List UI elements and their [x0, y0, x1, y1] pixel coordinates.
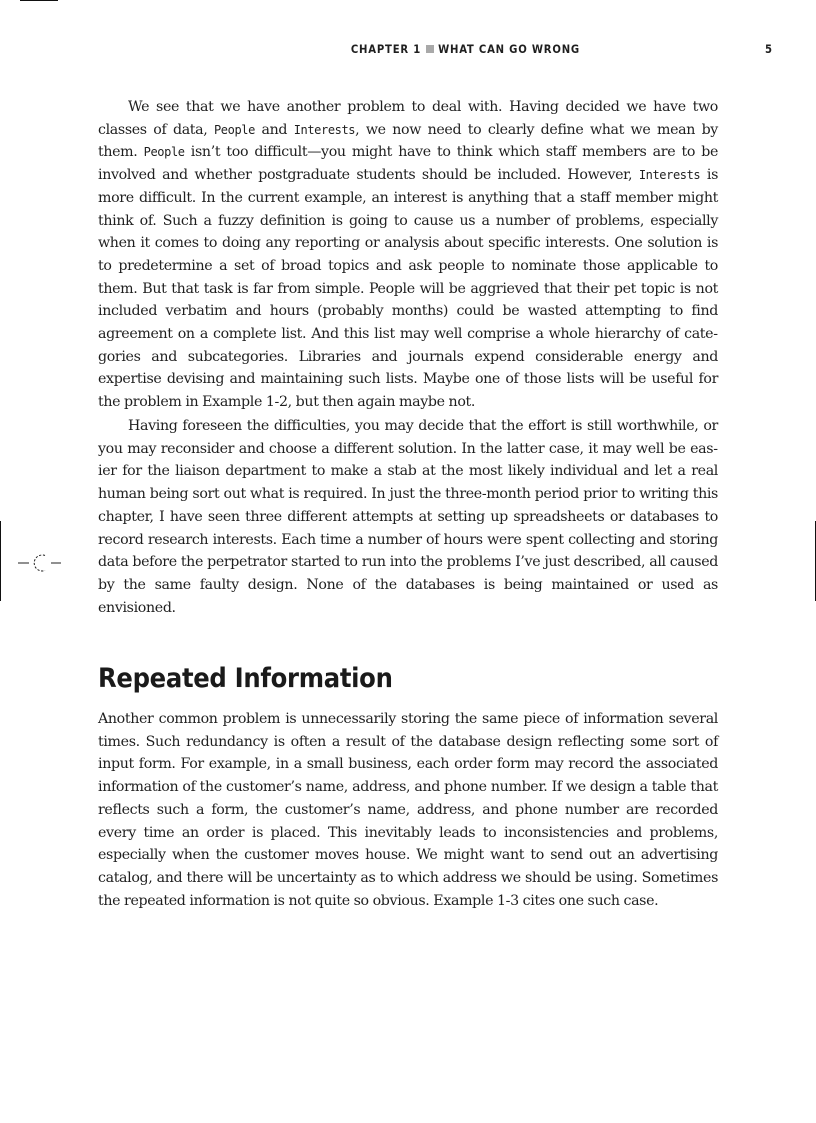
running-header: [0, 43, 816, 59]
code-people: People: [213, 122, 255, 137]
section-paragraph-text: Another common problem is unnecessarily storing the same piece of information several times. Such redundancy is often a result of the database design reflecting some sort of input form. For example, in a small business, each order form may record the associated information of the customer’s name, address, and phone number. If we design a table that reflects such a form, the customer’s name, address, and phone number are recorded every time an order is placed. This inevitably leads to inconsistencies and problems, especially when the customer moves house. We might want to send out an advertising catalog, and there will be uncertainty as to which address we should be using. Sometimes the repeated information is not quite so obvious. Example 1-3 cites one such case.: [98, 711, 718, 909]
code-people: People: [143, 145, 185, 160]
running-header-chapter: [351, 43, 580, 56]
paragraph-2-text: Having foreseen the difficulties, you may decide that the effort is still worthwhile, or you may reconsider and choose a different solution. In the latter case, it may well be easier for the liaison department to make a stab at the most likely individual and let a real human being sort out what is required. In just the three-month period prior to writing this chapter, I have seen three different attempts at setting up spreadsheets or databases to record research interests. Each time a number of hours were spent collecting and storing data before the perpetrator started to run into the problems I’ve just described, all caused by the same faulty design. None of the databases is being maintained or used as envisioned.: [98, 418, 718, 616]
square-bullet-icon: [426, 45, 434, 53]
registration-mark-icon: [18, 550, 62, 576]
paragraph-1-text: We see that we have another problem to deal with. Having decided we have two classes of data, People and Interests, we now need to clearly define what we mean by them. People isn’t too difficult—you might have to think which staff members are to be involved and whether postgraduate students should be included. However, Interests is more difficult. In the current example, an interest is anything that a staff member might think of. Such a fuzzy definition is going to cause us a number of problems, especially when it comes to doing any reporting or analysis about specific interests. One solution is to predetermine a set of broad topics and ask people to nominate those applicable to them. But that task is far from simple. People will be aggrieved that their pet topic is not included verbatim and hours (probably months) could be wasted attempting to find agreement on a complete list. And this list may well comprise a whole hierarchy of categories and subcategories. Libraries and journals expend considerable energy and expertise devising and maintaining such lists. Maybe one of those lists will be useful for the problem in Example 1-2, but then again maybe not.: [98, 99, 718, 411]
chapter-title: WHAT CAN GO WRONG: [438, 43, 580, 56]
code-interests: Interests: [293, 122, 356, 137]
page-number: 5: [765, 43, 773, 56]
paragraph-2: [98, 415, 718, 619]
paragraph-1: [98, 96, 718, 414]
code-interests: Interests: [638, 168, 701, 183]
section-heading: Repeated Information: [98, 663, 393, 694]
chapter-label: CHAPTER 1: [350, 43, 422, 56]
crop-mark-icon: [20, 0, 58, 1]
section-paragraph: [98, 708, 718, 912]
margin-line-left: [0, 521, 1, 601]
